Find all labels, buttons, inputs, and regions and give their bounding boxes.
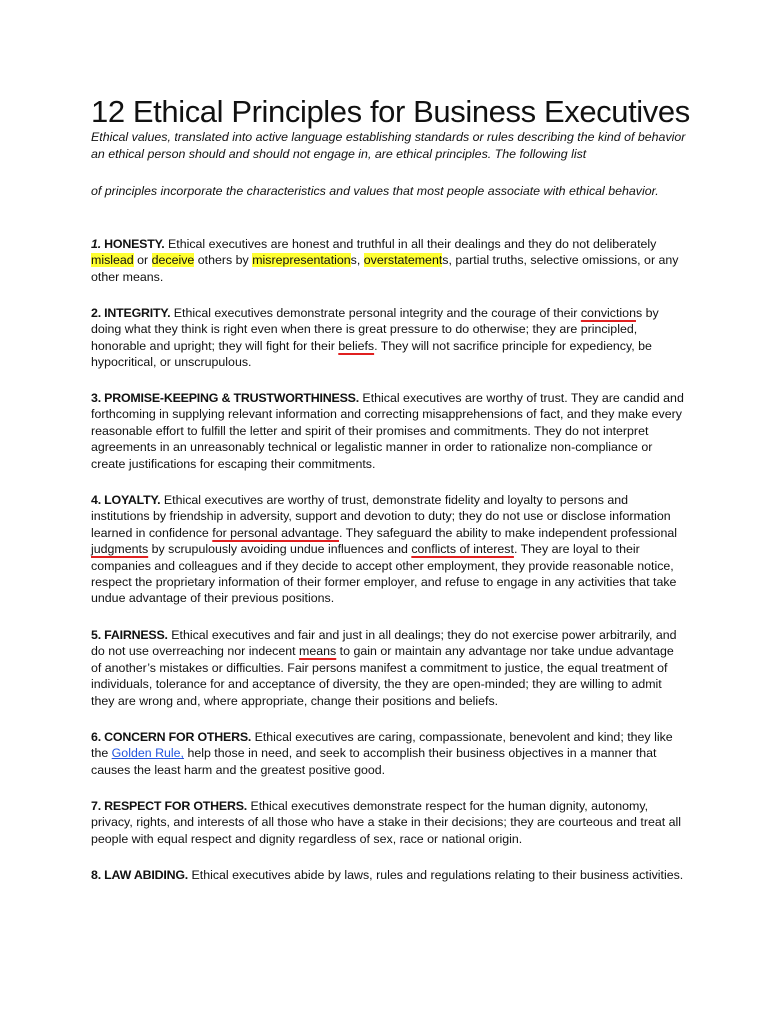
principle-text: s by doing what they think is right even when there is great pressure to do otherwise; they are principled, honorable and upright; they will fight for their xyxy=(91,306,659,353)
principle-heading: HONESTY. xyxy=(100,237,165,251)
principle-text: to gain or maintain any advantage nor take undue advantage of another’s mistakes or difficulties. Fair persons manifest a commitment to justice, the equal treatment of individuals, tolerance for and acceptance of diversity, the they are open-minded; they are willing to admit they are wrong and, where appropriate, change their positions and beliefs. xyxy=(91,644,674,708)
principle-text: . They are loyal to their companies and colleagues and if they decide to accept other employment, they provide reasonable notice, respect the proprietary information of their former employer, and refuse to engage in any activities that take undue advantage of their previous positions. xyxy=(91,542,677,606)
principle-honesty xyxy=(91,236,686,285)
principle-text: Ethical executives are caring, compassionate, benevolent and kind; they like the xyxy=(91,730,673,761)
principle-text: Ethical executives are worthy of trust, demonstrate fidelity and loyalty to persons and institutions by friendship in adversity, support and devotion to duty; they do not use or disclose information learned in confidence xyxy=(91,493,671,540)
highlighted-word: overstatement xyxy=(363,253,443,268)
principle-text: Ethical executives abide by laws, rules and regulations relating to their business activities. xyxy=(188,868,684,882)
principle-heading: 3. PROMISE-KEEPING & TRUSTWORTHINESS. xyxy=(91,391,359,405)
principle-text: Ethical executives and fair and just in all dealings; they do not exercise power arbitrarily, and do not use overreaching nor indecent xyxy=(91,628,677,659)
principle-text: . They will not sacrifice principle for expediency, be hypocritical, or unscrupulous. xyxy=(91,338,652,370)
highlighted-word: deceive xyxy=(151,253,195,268)
principle-text: help those in need, and seek to accomplish their business objectives in a manner that causes the least harm and the greatest positive good. xyxy=(91,746,657,777)
principle-concern-for-others xyxy=(91,729,686,778)
principle-text: others by xyxy=(194,253,253,268)
principle-integrity xyxy=(91,305,686,371)
underlined-word: beliefs xyxy=(338,338,375,353)
highlighted-word: misrepresentation xyxy=(252,253,351,268)
principle-text: Ethical executives demonstrate respect for the human dignity, autonomy, privacy, rights, and interests of all those who have a stake in their decisions; they are courteous and treat all people with equal respect and dignity regardless of sex, race or national origin. xyxy=(91,799,682,846)
principle-text: or xyxy=(133,253,152,268)
principle-heading: 5. FAIRNESS. xyxy=(91,628,168,642)
principle-text: Ethical executives demonstrate personal integrity and the courage of their xyxy=(170,306,581,320)
principle-number: 1. xyxy=(91,237,101,251)
page-title: 12 Ethical Principles for Business Executives xyxy=(91,94,690,129)
principle-text: by scrupulously avoiding undue influences and xyxy=(148,542,412,557)
principle-loyalty xyxy=(91,492,686,607)
principle-respect-for-others xyxy=(91,798,686,847)
principle-promise-keeping xyxy=(91,390,686,472)
intro-paragraph-continued: of principles incorporate the characteristics and values that most people associate with ethical behavior. xyxy=(91,184,659,198)
underlined-word: means xyxy=(299,644,337,659)
underlined-word: for personal advantage xyxy=(212,525,339,540)
principle-fairness xyxy=(91,627,686,709)
principle-heading: 6. CONCERN FOR OTHERS. xyxy=(91,730,252,744)
underlined-word: conviction xyxy=(580,306,636,320)
principle-text: Ethical executives are honest and truthful in all their dealings and they do not deliberately xyxy=(164,237,657,251)
underlined-word: judgments xyxy=(91,542,149,557)
principle-heading: 2. INTEGRITY. xyxy=(91,306,171,320)
principle-heading: 4. LOYALTY. xyxy=(91,493,161,507)
principle-heading: 8. LAW ABIDING. xyxy=(91,868,189,882)
underlined-word: conflicts of interest xyxy=(411,542,514,557)
principle-text: s, partial truths, selective omissions, or any other means. xyxy=(91,253,679,284)
highlighted-word: mislead xyxy=(91,253,134,268)
principle-heading: 7. RESPECT FOR OTHERS. xyxy=(91,799,248,813)
principle-text: s, xyxy=(350,253,364,268)
principle-text: . They safeguard the ability to make independent professional xyxy=(339,525,677,540)
principle-text: Ethical executives are worthy of trust. They are candid and forthcoming in supplying relevant information and correcting misapprehensions of fact, and they make every reasonable effort to fulfill the letter and spirit of their promises and commitments. They do not interpret agreements in an unreasonably technical or legalistic manner in order to rationalize non-compliance or create justifications for escaping their commitments. xyxy=(91,391,684,471)
intro-paragraph: Ethical values, translated into active language establishing standards or rules describing the kind of behavior an ethical person should and should not engage in, are ethical principles. The following list xyxy=(91,130,686,161)
principle-law-abiding xyxy=(91,867,686,883)
golden-rule-link[interactable]: Golden Rule, xyxy=(111,746,184,761)
